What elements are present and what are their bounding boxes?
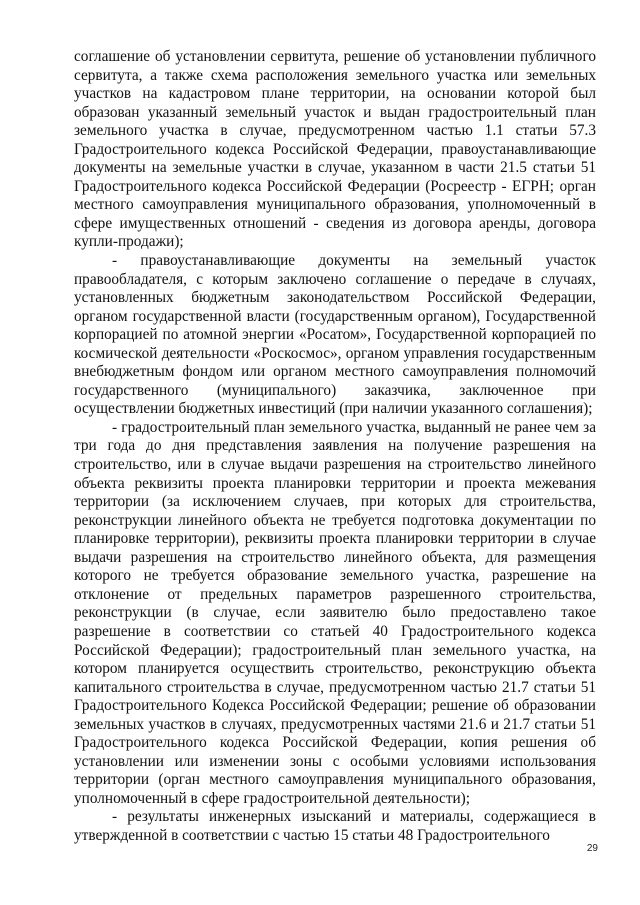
paragraph-title-documents: - правоустанавливающие документы на земельный участок правообладателя, с которым заключено соглашение о передаче в случаях, установленных бюджетным законодательством Российской Федерации, органом государственной власти (государственным органом), Государственной корпорацией по атомной энергии «Росатом», Государственной корпорацией по космической деятельности «Роскосмос», органом управления государственным внебюджетным фондом или органом местного самоуправления полномочий государственного (муниципального) заказчика, заключенное при осуществлении бюджетных инвестиций (при наличии указанного соглашения); — [74, 252, 596, 418]
page-number: 29 — [586, 843, 598, 854]
paragraph-continuation: соглашение об установлении сервитута, решение об установлении публичного сервитута, а также схема расположения земельного участка или земельных участков на кадастровом плане территории, на основании которой был образован указанный земельный участок и выдан градостроительный план земельного участка в случае, предусмотренном частью 1.1 статьи 57.3 Градостроительного кодекса Российской Федерации, правоустанавливающие документы на земельные участки в случае, указанном в части 21.5 статьи 51 Градостроительного кодекса Российской Федерации (Росреестр - ЕГРН; орган местного самоуправления муниципального образования, уполномоченный в сфере имущественных отношений - сведения из договора аренды, договора купли-продажи); — [74, 48, 596, 251]
paragraph-urban-plan: - градостроительный план земельного участка, выданный не ранее чем за три года до дня представления заявления на получение разрешения на строительство, или в случае выдачи разрешения на строительство линейного объекта реквизиты проекта планировки территории и проекта межевания территории (за исключением случаев, при которых для строительства, реконструкции линейного объекта не требуется подготовка документации по планировке территории), реквизиты проекта планировки территории в случае выдачи разрешения на строительство линейного объекта, для размещения которого не требуется образование земельного участка, разрешение на отклонение от предельных параметров разрешенного строительства, реконструкции (в случае, если заявителю было предоставлено такое разрешение в соответствии со статьей 40 Градостроительного кодекса Российской Федерации); градостроительный план земельного участка, на котором планируется осуществить строительство, реконструкцию объекта капитального строительства в случае, предусмотренном частью 21.7 статьи 51 Градостроительного Кодекса Российской Федерации; решение об образовании земельных участков в случаях, предусмотренных частями 21.6 и 21.7 статьи 51 Градостроительного кодекса Российской Федерации, копия решения об установлении или изменении зоны с особыми условиями использования территории (орган местного самоуправления муниципального образования, уполномоченный в сфере градостроительной деятельности); — [74, 418, 596, 807]
paragraph-survey-results: - результаты инженерных изысканий и материалы, содержащиеся в утвержденной в соответствии с частью 15 статьи 48 Градостроительного — [74, 808, 596, 844]
document-body — [74, 48, 596, 846]
